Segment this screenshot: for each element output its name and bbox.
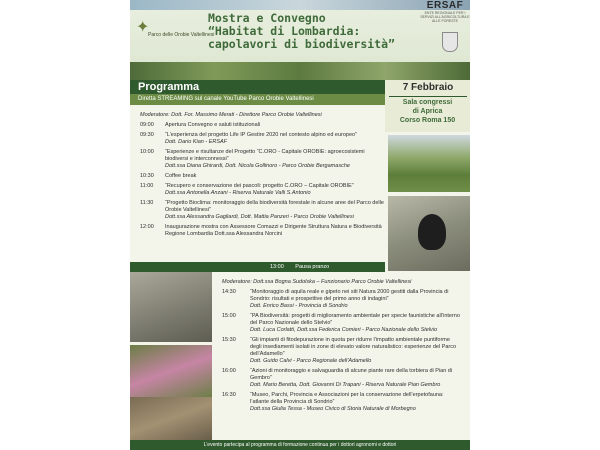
- agenda-speaker: Dott. Luca Corlatti, Dott.ssa Federica Comieri - Parco Nazionale dello Stelvio: [250, 327, 438, 333]
- agenda-item: [140, 173, 385, 180]
- vulture-photo: [130, 272, 212, 342]
- agenda-text: Apertura Convegno e saluti istituzionali: [165, 122, 261, 128]
- agenda-text: Coffee break: [165, 173, 197, 179]
- ersaf-logo-text: ERSAF: [426, 0, 464, 11]
- park-logo: [136, 19, 215, 44]
- agenda-item: [222, 368, 462, 389]
- landscape-photo-strip: [130, 62, 470, 80]
- pasture-photo: [388, 135, 470, 192]
- agenda-time: 11:00: [140, 183, 154, 189]
- park-logo-text: Parco delle Orobie Valtellinesi: [148, 32, 215, 38]
- lunch-label: Pausa pranzo: [295, 264, 330, 270]
- agenda-item: [222, 337, 462, 365]
- agenda-speaker: Dott.ssa Diana Ghirardi, Dott. Nicola Gollinoro - Parco Orobie Bergamasche: [165, 163, 350, 169]
- agenda-time: 14:30: [222, 289, 236, 295]
- event-venue: [385, 98, 470, 125]
- agenda-time: 10:00: [140, 149, 154, 155]
- agenda-time: 10:30: [140, 173, 154, 179]
- agenda-time: 16:30: [222, 392, 236, 398]
- agenda-text: “L’esperienza del progetto Life IP Gestire 2020 nel contesto alpino ed europeo”: [165, 132, 357, 138]
- lunch-time: 13:00: [270, 264, 284, 270]
- mountain-banner: [130, 0, 470, 10]
- streaming-notice: Diretta STREAMING sul canale YouTube Parco Orobie Valtellinesi: [130, 94, 385, 105]
- agenda-time: 09:00: [140, 122, 154, 128]
- agenda-speaker: Dott. Mario Beretta, Dott. Giovanni Di Trapani - Riserva Naturale Pian Gembro: [250, 382, 441, 388]
- agenda-speaker: Dott. Guido Calvi - Parco Regionale dell’Adamello: [250, 358, 372, 364]
- agenda-item: [140, 122, 385, 129]
- agenda-item: [140, 132, 385, 146]
- agenda-text: “Gli impianti di fitodepurazione in quota per ridurre l’impatto ambientale puntiforme degli insediamenti isolati in zone di elevato valore naturalistico: esperienze del Parco dell’Adamello”: [250, 337, 457, 357]
- title-line: “Habitat di Lombardia:: [208, 24, 361, 38]
- agenda-text: “Recupero e conservazione dei pascoli: progetto C.ORO – Capitale OROBIE”: [165, 183, 354, 189]
- afternoon-session: [222, 279, 462, 413]
- agenda-time: 15:30: [222, 337, 236, 343]
- venue-line: Sala congressi: [402, 99, 453, 106]
- footer-notice: L’evento partecipa al programma di formazione continua per i dottori agronomi e dottori: [130, 440, 470, 450]
- lunch-break-bar: [130, 262, 385, 272]
- agenda-item: [222, 392, 462, 413]
- event-title: [208, 12, 408, 51]
- agenda-text: “Esperienze e risultanze del Progetto “C.ORO - Capitale OROBIE: agroecosistemi biodiversi e interconnessi”: [165, 149, 365, 162]
- agenda-speaker: Dott.ssa Alessandra Gagliardi, Dott. Mattia Panzeri - Parco Orobie Valtellinesi: [165, 214, 354, 220]
- agenda-text: “Progetto Bioclima: monitoraggio della biodiversità forestale in alcune aree del Parco delle Orobie Valtellinesi”: [165, 200, 384, 213]
- agenda-time: 12:00: [140, 224, 154, 230]
- ersaf-subtitle: ENTE REGIONALE PER I SERVIZI ALL'AGRICOLTURA E ALLE FORESTE: [420, 11, 470, 23]
- grouse-photo: [388, 196, 470, 271]
- agenda-time: 16:00: [222, 368, 236, 374]
- agenda-item: [140, 149, 385, 170]
- program-heading: Programma: [130, 80, 385, 94]
- agenda-time: 11:30: [140, 200, 154, 206]
- agenda-speaker: Dott.ssa Antonella Anzani - Riserva Naturale Valli S.Antonio: [165, 190, 311, 196]
- agenda-text: “PA Biodiversità: progetti di miglioramento ambientale per specie faunistiche all’interno del Parco Nazionale dello Stelvio”: [250, 313, 460, 326]
- poster-header: [130, 0, 470, 62]
- agenda-item: [140, 224, 385, 238]
- bird-logo-icon: ✦: [136, 19, 150, 36]
- venue-line: Corso Roma 150: [399, 117, 456, 124]
- agenda-text: “Monitoraggio di aquila reale e gipeto nei siti Natura 2000 gestiti dalla Provincia di Sondrio: risultati e prospettive del primo anno di indagini”: [250, 289, 449, 302]
- morning-session: [140, 112, 385, 238]
- agenda-speaker: Dott. Dario Kian - ERSAF: [165, 139, 228, 145]
- session-moderator: Moderatore: Dott. For. Massimo Merati - Direttore Parco Orobie Valtellinesi: [140, 112, 322, 118]
- agenda-text: “Museo, Parchi, Provincia e Associazioni per la conservazione dell’erpetofauna: l’atlante della Provincia di Sondrio”: [250, 392, 444, 405]
- agenda-item: [140, 183, 385, 197]
- municipal-crest-icon: [442, 32, 458, 52]
- event-date: 7 Febbraio: [389, 82, 467, 97]
- agenda-item: [222, 289, 462, 310]
- agenda-speaker: Dott. Enrico Bassi - Provincia di Sondrio: [250, 303, 348, 309]
- title-line: Mostra e Convegno: [208, 11, 326, 25]
- session-moderator: Moderatore: Dott.ssa Bogna Sudolska – Funzionario Parco Orobie Valtellinesi: [222, 279, 412, 285]
- agenda-time: 09:30: [140, 132, 154, 138]
- ersaf-logo: [420, 0, 470, 24]
- agenda-item: [140, 200, 385, 221]
- snake-photo: [130, 397, 212, 440]
- flower-photo: [130, 345, 212, 397]
- event-poster: [130, 0, 470, 450]
- agenda-item: [222, 313, 462, 334]
- agenda-time: 15:00: [222, 313, 236, 319]
- agenda-speaker: Dott.ssa Giulia Tessa - Museo Civico di Storia Naturale di Morbegno: [250, 406, 416, 412]
- agenda-text: “Azioni di monitoraggio e salvaguardia di alcune piante rare della torbiera di Pian di Gembro”: [250, 368, 453, 381]
- agenda-text: Inaugurazione mostra con Assessore Comazzi e Dirigente Struttura Natura e Biodiversità Regione Lombardia Dott.ssa Alessandra Norcini: [165, 224, 382, 237]
- date-venue-box: [385, 80, 470, 132]
- title-line: capolavori di biodiversità”: [208, 37, 395, 51]
- venue-line: di Aprica: [412, 108, 443, 115]
